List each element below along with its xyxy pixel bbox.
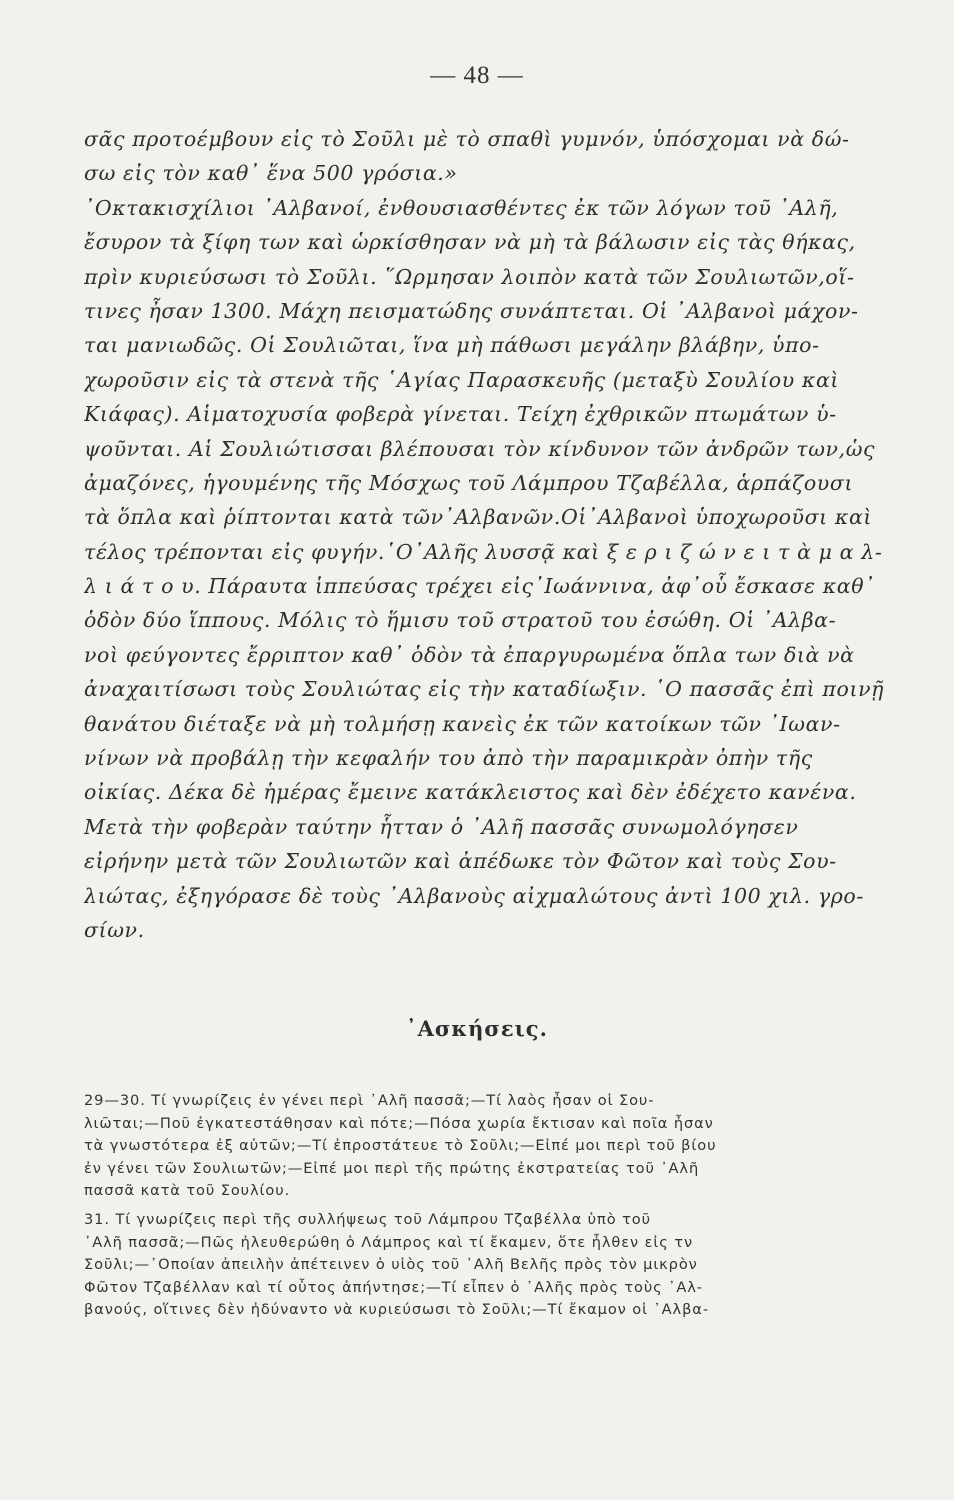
text-line: οἰκίας. Δέκα δὲ ἡμέρας ἔμεινε κατάκλειστος καὶ δὲν ἐδέχετο κανένα. [84, 780, 857, 805]
exercise-line: 31. Τί γνωρίζεις περὶ τῆς συλλήψεως τοῦ Λάμπρου Τζαβέλλα ὑπὸ τοῦ [84, 1210, 651, 1228]
exercise-line: ᾿Αλῆ πασσᾶ;—Πῶς ἠλευθερώθη ὁ Λάμπρος καὶ τί ἔκαμεν, ὅτε ἦλθεν εἰς τν [84, 1233, 693, 1251]
exercise-line: τὰ γνωστότερα ἐξ αὐτῶν;—Τί ἐπροστάτευε τὸ Σοῦλι;—Εἰπέ μοι περὶ τοῦ βίου [84, 1137, 717, 1155]
text-line: λ ι ά τ ο υ. Πάραυτα ἱππεύσας τρέχει εἰς᾿Ιωάννινα, ἀφ᾿οὗ ἔσκασε καθ᾿ [84, 574, 876, 599]
exercise-line: 29—30. Τί γνωρίζεις ἐν γένει περὶ ᾿Αλῆ πασσᾶ;—Τί λαὸς ἦσαν οἱ Σου- [84, 1092, 655, 1109]
text-line: ται μανιωδῶς. Οἱ Σουλιῶται, ἵνα μὴ πάθωσι μεγάλην βλάβην, ὑπο- [84, 333, 820, 358]
text-line: νίνων νὰ προβάλῃ τὴν κεφαλήν του ἀπὸ τὴν παραμικρὰν ὀπὴν τῆς [84, 746, 813, 771]
text-line: πρὶν κυριεύσωσι τὸ Σοῦλι. ῞Ωρμησαν λοιπὸν κατὰ τῶν Σουλιωτῶν,οἵ- [84, 264, 855, 289]
text-line: ἀναχαιτίσωσι τοὺς Σουλιώτας εἰς τὴν καταδίωξιν. ῾Ο πασσᾶς ἐπὶ ποινῇ [84, 677, 885, 702]
exercise-line: ἐν γένει τῶν Σουλιωτῶν;—Εἰπέ μοι περὶ τῆς πρώτης ἐκστρατείας τοῦ ᾿Αλῆ [84, 1159, 700, 1177]
exercise-line: Φῶτον Τζαβέλλαν καὶ τί οὗτος ἀπήντησε;—Τί εἶπεν ὁ ᾿Αλῆς πρὸς τοὺς ᾿Αλ- [84, 1278, 703, 1296]
exercises-heading: ᾿Ασκήσεις. [406, 1016, 548, 1041]
text-line: εἰρήνην μετὰ τῶν Σουλιωτῶν καὶ ἀπέδωκε τὸν Φῶτον καὶ τοὺς Σου- [84, 849, 837, 874]
text-line: ὁδὸν δύο ἵππους. Μόλις τὸ ἥμισυ τοῦ στρατοῦ του ἐσώθη. Οἱ ᾿Αλβα- [84, 608, 837, 633]
text-line: ἀμαζόνες, ἡγουμένης τῆς Μόσχως τοῦ Λάμπρου Τζαβέλλα, ἁρπάζουσι [84, 470, 854, 495]
exercise-line: λιῶται;—Ποῦ ἐγκατεστάθησαν καὶ πότε;—Πόσα χωρία ἔκτισαν καὶ ποῖα ἦσαν [84, 1114, 714, 1132]
text-line: χωροῦσιν εἰς τὰ στενὰ τῆς ῾Αγίας Παρασκευῆς (μεταξὺ Σουλίου καὶ [84, 367, 840, 392]
text-line: θανάτου διέταξε νὰ μὴ τολμήσῃ κανεὶς ἐκ τῶν κατοίκων τῶν ᾿Ιωαν- [84, 711, 841, 736]
text-line: Κιάφας). Αἱματοχυσία φοβερὰ γίνεται. Τείχη ἐχθρικῶν πτωμάτων ὑ- [84, 402, 837, 427]
text-line: ᾿Οκτακισχίλιοι ᾿Αλβανοί, ἐνθουσιασθέντες ἐκ τῶν λόγων τοῦ ᾿Αλῆ, [84, 195, 839, 220]
text-line: Μετὰ τὴν φοβερὰν ταύτην ἧτταν ὁ ᾿Αλῆ πασσᾶς συνωμολόγησεν [84, 814, 799, 839]
page-number: — 48 — [430, 62, 524, 89]
text-line: ψοῦνται. Αἱ Σουλιώτισσαι βλέπουσαι τὸν κίνδυνον τῶν ἀνδρῶν των,ὡς [84, 436, 876, 461]
exercises-text [84, 1090, 896, 1322]
exercise-line: βανούς, οἵτινες δὲν ἠδύναντο νὰ κυριεύσωσι τὸ Σοῦλι;—Τί ἔκαμον οἱ ᾿Αλβα- [84, 1301, 709, 1319]
text-line: τέλος τρέπονται εἰς φυγήν.῾Ο᾿Αλῆς λυσσᾷ καὶ ξ ε ρ ι ζ ώ ν ε ι τ ὰ μ α λ- [84, 539, 883, 564]
text-line: τινες ἦσαν 1300. Μάχη πεισματώδης συνάπτεται. Οἱ ᾿Αλβανοὶ μάχον- [84, 298, 859, 323]
text-line: σᾶς προτοέμβουν εἰς τὸ Σοῦλι μὲ τὸ σπαθὶ γυμνόν, ὑπόσχομαι νὰ δώ- [84, 127, 850, 151]
text-line: νοὶ φεύγοντες ἔρριπτον καθ᾿ ὁδὸν τὰ ἐπαργυρωμένα ὅπλα των διὰ νὰ [84, 642, 855, 667]
text-line: σω εἰς τὸν καθ᾽ ἕνα 500 γρόσια.» [84, 161, 458, 186]
body-text [84, 122, 894, 947]
text-line: τὰ ὅπλα καὶ ῥίπτονται κατὰ τῶν᾿Αλβανῶν.Οἱ᾿Αλβανοὶ ὑποχωροῦσι καὶ [84, 505, 873, 530]
text-line: ἔσυρον τὰ ξίφη των καὶ ὡρκίσθησαν νὰ μὴ τὰ βάλωσιν εἰς τὰς θήκας, [84, 230, 856, 255]
text-line: σίων. [84, 917, 145, 942]
exercise-line: πασσᾶ κατὰ τοῦ Σουλίου. [84, 1182, 291, 1200]
exercise-line: Σοῦλι;—᾿Οποίαν ἀπειλὴν ἀπέτεινεν ὁ υἱὸς τοῦ ᾿Αλῆ Βελῆς πρὸς τὸν μικρὸν [84, 1256, 698, 1274]
text-line: λιώτας, ἐξηγόρασε δὲ τοὺς ᾿Αλβανοὺς αἰχμαλώτους ἀντὶ 100 χιλ. γρο- [84, 883, 864, 908]
